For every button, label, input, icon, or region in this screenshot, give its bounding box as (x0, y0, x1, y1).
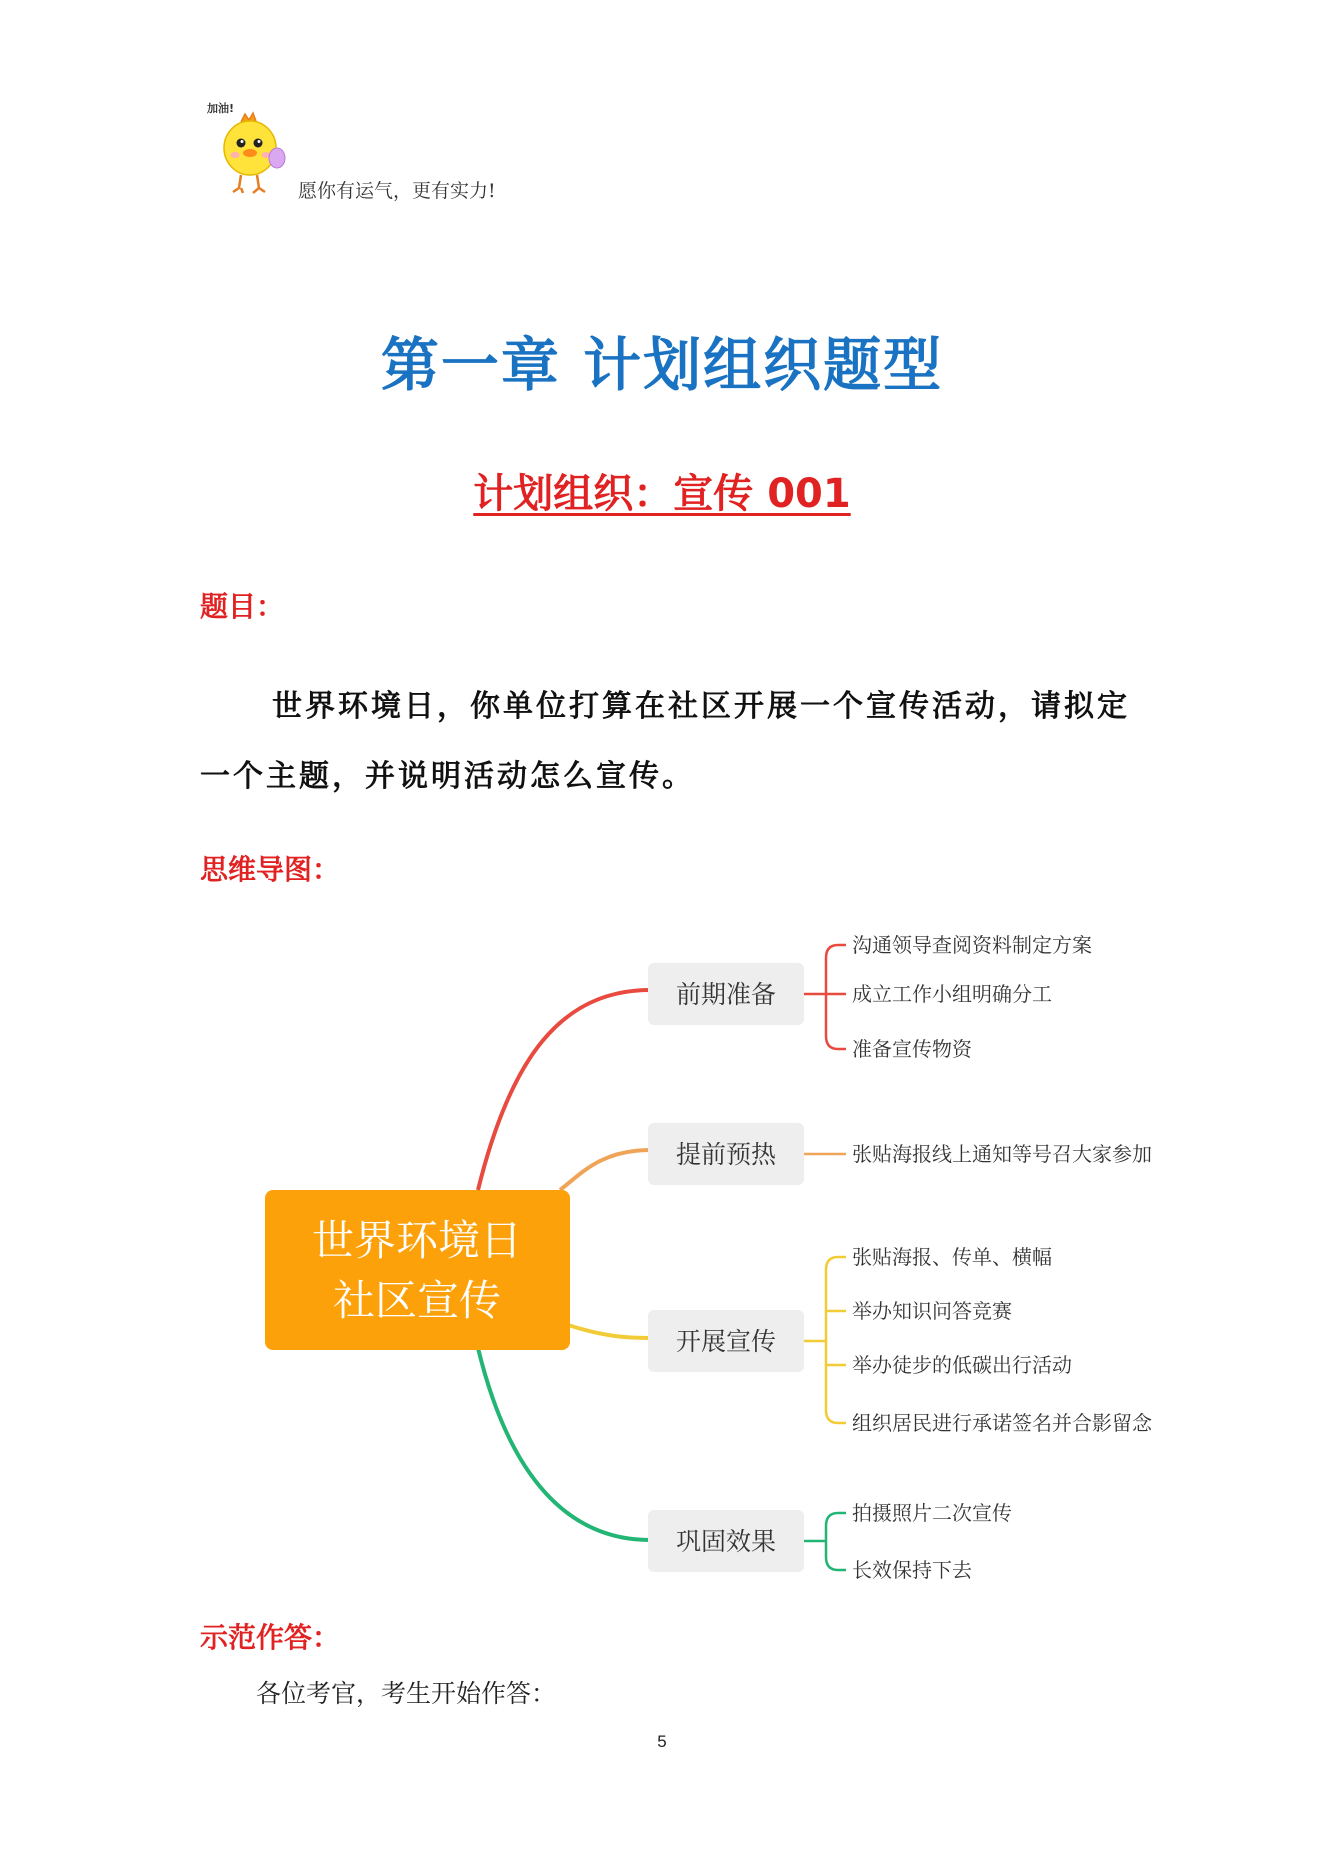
central-node-line1: 世界环境日 (311, 1216, 523, 1265)
answer-intro: 各位考官，考生开始作答： (256, 1679, 557, 1708)
mascot-badge: 加油! (207, 102, 235, 115)
leaf-1-2: 成立工作小组明确分工 (852, 982, 1052, 1006)
leaf-4-2: 长效保持下去 (852, 1558, 972, 1582)
branch-1-ticks (826, 945, 846, 1049)
leaf-3-1: 张贴海报、传单、横幅 (852, 1245, 1052, 1269)
question-text: 世界环境日，你单位打算在社区开展一个宣传活动，请拟定一个主题，并说明活动怎么宣传。 (200, 689, 1130, 794)
branch-3-bracket (804, 1257, 838, 1423)
branch-label-2: 提前预热 (675, 1140, 777, 1169)
leaf-1-1: 沟通领导查阅资料制定方案 (852, 933, 1092, 957)
section-title-text: 计划组织：宣传 001 (473, 471, 851, 517)
question-label: 题目： (200, 590, 285, 623)
connector-branch-1 (478, 990, 650, 1190)
central-node-line2: 社区宣传 (332, 1276, 502, 1325)
branch-label-3: 开展宣传 (675, 1327, 777, 1356)
branch-4-bracket (804, 1513, 838, 1570)
chapter-title: 第一章 计划组织题型 (380, 331, 944, 399)
branch-4-ticks (838, 1513, 846, 1570)
central-node (265, 1190, 570, 1350)
connector-branch-2 (560, 1150, 650, 1190)
mindmap-label: 思维导图： (200, 853, 341, 886)
branch-1-bracket (804, 945, 838, 1049)
connector-branch-4 (478, 1348, 650, 1540)
leaf-4-1: 拍摄照片二次宣传 (852, 1501, 1012, 1525)
branch-label-1: 前期准备 (675, 980, 777, 1009)
branch-label-4: 巩固效果 (675, 1527, 777, 1556)
leaf-1-3: 准备宣传物资 (852, 1037, 972, 1061)
leaf-3-3: 举办徒步的低碳出行活动 (852, 1353, 1072, 1377)
connector-branch-3 (568, 1325, 650, 1338)
page-number: 5 (657, 1732, 667, 1751)
leaf-3-4: 组织居民进行承诺签名并合影留念 (852, 1411, 1152, 1435)
answer-label: 示范作答： (200, 1621, 341, 1654)
leaf-2-1: 张贴海报线上通知等号召大家参加 (852, 1142, 1152, 1166)
header-motto: 愿你有运气，更有实力! (298, 180, 496, 202)
branch-3-ticks (826, 1257, 846, 1423)
leaf-3-2: 举办知识问答竞赛 (852, 1299, 1012, 1323)
